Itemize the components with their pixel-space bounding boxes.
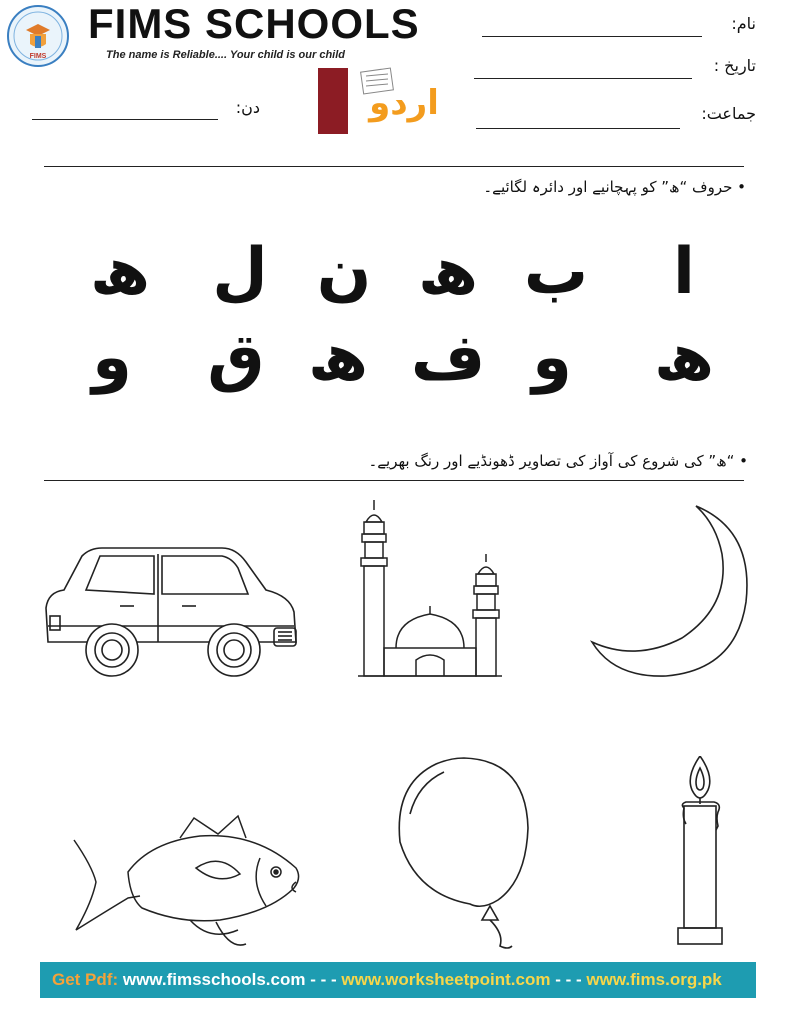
- day-line: [32, 119, 218, 120]
- footer-bar: [40, 962, 756, 998]
- letter-r2-4[interactable]: ھ: [308, 321, 368, 395]
- letter-grid: [0, 235, 791, 400]
- footer-text: [40, 962, 756, 998]
- letter-r2-2[interactable]: و: [532, 321, 572, 395]
- letter-r1-5[interactable]: ل: [212, 235, 268, 309]
- letter-r1-6[interactable]: ھ: [90, 235, 150, 309]
- class-label: جماعت:: [701, 104, 756, 123]
- footer-link-fims-org[interactable]: www.fims.org.pk: [586, 970, 722, 989]
- school-logo: [6, 4, 70, 68]
- exercise1-instruction: • حروف “ھ” کو پہچانیے اور دائرہ لگائیے۔: [483, 178, 746, 196]
- class-line: [476, 128, 680, 129]
- letter-r1-3[interactable]: ھ: [418, 235, 478, 309]
- urdu-logo-text: اردو: [369, 83, 439, 123]
- candle-icon[interactable]: [670, 756, 730, 946]
- crescent-moon-icon[interactable]: [586, 502, 756, 680]
- letter-r1-2[interactable]: ب: [523, 235, 589, 309]
- logo-text: FIMS: [29, 53, 47, 60]
- name-line: [482, 36, 702, 37]
- brand-title: FIMS SCHOOLS: [88, 0, 420, 47]
- letter-r2-3[interactable]: ف: [410, 321, 486, 395]
- footer-separator-1: - - -: [310, 970, 337, 989]
- fish-icon[interactable]: [70, 812, 306, 950]
- mosque-icon[interactable]: [356, 500, 504, 680]
- name-label: نام:: [731, 14, 756, 33]
- day-label: دن:: [235, 98, 260, 117]
- header-divider: [44, 166, 744, 167]
- date-line: [474, 78, 692, 79]
- footer-separator-2: - - -: [555, 970, 582, 989]
- exercise2-divider: [44, 480, 744, 481]
- letter-r2-6[interactable]: و: [92, 321, 132, 395]
- footer-link-fimsschools[interactable]: www.fimsschools.com: [122, 970, 306, 989]
- footer-label: Get Pdf:: [52, 970, 119, 989]
- footer-link-worksheetpoint[interactable]: www.worksheetpoint.com: [341, 970, 551, 989]
- car-icon[interactable]: [42, 546, 298, 678]
- tagline: The name is Reliable.... Your child is our child: [106, 49, 346, 61]
- exercise2-instruction: • “ھ” کی شروع کی آواز کی تصاویر ڈھونڈیے اور رنگ بھریے۔: [368, 452, 748, 470]
- letter-r2-5[interactable]: ق: [207, 321, 265, 395]
- balloon-icon[interactable]: [394, 754, 534, 950]
- letter-r1-4[interactable]: ن: [316, 235, 372, 309]
- urdu-subject-logo: [318, 66, 458, 136]
- letter-r1-1[interactable]: ا: [673, 235, 695, 309]
- letter-r2-1[interactable]: ھ: [654, 321, 714, 395]
- date-label: تاریخ :: [713, 56, 756, 75]
